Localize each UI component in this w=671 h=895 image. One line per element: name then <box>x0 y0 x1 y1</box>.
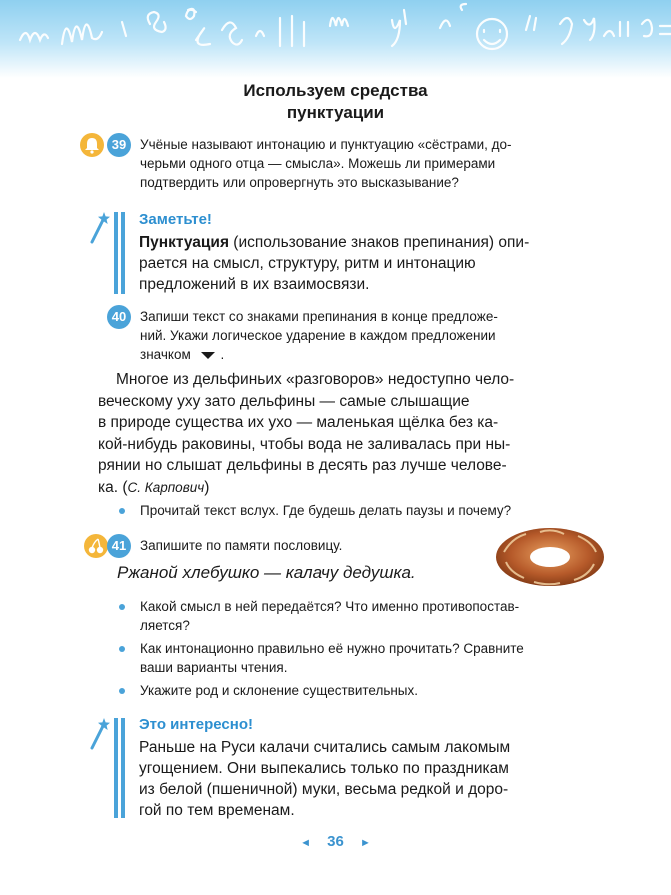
exercise-40-suffix: . <box>220 347 225 362</box>
interesting-line: гой по тем временам. <box>139 802 295 819</box>
interesting-line: угощением. Они выпекались только по праздникам <box>139 760 509 777</box>
page-title-line-1: Используем средства <box>243 81 428 100</box>
exercise-40-number: 40 <box>107 305 131 329</box>
passage-line: Многое из дельфиньих «разговоров» недоступно чело- <box>116 371 515 388</box>
note-line: (использование знаков препинания) опи- <box>229 234 530 251</box>
prev-page-arrow[interactable]: ◄ <box>300 837 311 849</box>
exercise-40-line: Запиши текст со знаками препинания в конце предложе- <box>140 309 498 324</box>
handwriting-decoration <box>0 0 671 78</box>
exercise-39-line: черьми одного отца — смысла». Можешь ли примерами <box>140 156 496 171</box>
magic-wand-icon <box>88 716 110 750</box>
bullet-icon <box>119 688 125 694</box>
page-navigation <box>0 833 671 850</box>
proverb: Ржаной хлебушко — калачу дедушка. <box>117 563 416 582</box>
passage-line: кой-нибудь раковины, чтобы вода не заливалась при ны- <box>98 435 511 453</box>
bell-icon <box>80 133 104 157</box>
interesting-title: Это интересно! <box>139 716 253 733</box>
page-title-line-2: пунктуации <box>286 103 385 122</box>
bullet-line: ваши варианты чтения. <box>140 660 288 675</box>
exercise-41-bullet-2 <box>140 639 524 677</box>
interesting-line: из белой (пшеничной) муки, весьма редкой и доро- <box>139 781 509 798</box>
note-bar-right <box>121 718 125 818</box>
note-term: Пунктуация <box>139 234 229 251</box>
note-body <box>139 232 607 295</box>
cherry-icon <box>84 534 108 558</box>
bullet-icon <box>119 604 125 610</box>
bullet-line: ляется? <box>140 618 190 633</box>
exercise-40-line: ний. Укажи логическое ударение в каждом предложении <box>140 328 496 343</box>
passage-line: веческому уху зато дельфины — самые слышащие <box>98 392 470 410</box>
exercise-39-number: 39 <box>107 133 131 157</box>
magic-wand-icon <box>88 210 110 244</box>
page-number: 36 <box>327 833 344 850</box>
bullet-icon <box>119 508 125 514</box>
note-bar-left <box>114 718 118 818</box>
note-bar-right <box>121 212 125 294</box>
note-bar-left <box>114 212 118 294</box>
exercise-40-text <box>140 307 606 364</box>
exercise-41-number: 41 <box>107 534 131 558</box>
passage-line-end: ) <box>204 478 210 496</box>
exercise-39-line: подтвердить или опровергнуть это высказывание? <box>140 175 459 190</box>
interesting-body <box>139 737 609 821</box>
bullet-line: Как интонационно правильно её нужно прочитать? Сравните <box>140 641 524 656</box>
exercise-41-instruction: Запишите по памяти пословицу. <box>140 538 343 553</box>
header-banner <box>0 0 671 78</box>
task-40-bullet: Прочитай текст вслух. Где будешь делать паузы и почему? <box>140 503 512 518</box>
note-line: предложений в их взаимосвязи. <box>139 276 370 293</box>
kalach-bread-image <box>494 526 606 588</box>
exercise-40-line: значком <box>140 347 191 362</box>
exercise-41-bullet-1 <box>140 597 519 635</box>
next-page-arrow[interactable]: ► <box>360 837 371 849</box>
note-title: Заметьте! <box>139 211 212 228</box>
interesting-line: Раньше на Руси калачи считались самым лакомым <box>139 739 511 756</box>
note-line: рается на смысл, структуру, ритм и интонацию <box>139 255 476 272</box>
bullet-line: Какой смысл в ней передаётся? Что именно противопостав- <box>140 599 520 614</box>
passage-line: в природе существа их ухо — маленькая щёлка без ка- <box>98 414 499 431</box>
passage-line: ка. ( <box>98 478 128 496</box>
exercise-39-text <box>140 135 606 192</box>
exercise-39-line: Учёные называют интонацию и пунктуацию «сёстрами, до- <box>140 137 512 152</box>
passage-line: рянии но слышат дельфины в десять раз лучше челове- <box>98 457 507 474</box>
bullet-icon <box>119 646 125 652</box>
dolphin-passage <box>98 369 608 498</box>
passage-author: С. Карпович <box>127 479 205 495</box>
exercise-41-bullet-3: Укажите род и склонение существительных. <box>140 683 419 698</box>
stress-triangle-icon <box>199 350 217 360</box>
